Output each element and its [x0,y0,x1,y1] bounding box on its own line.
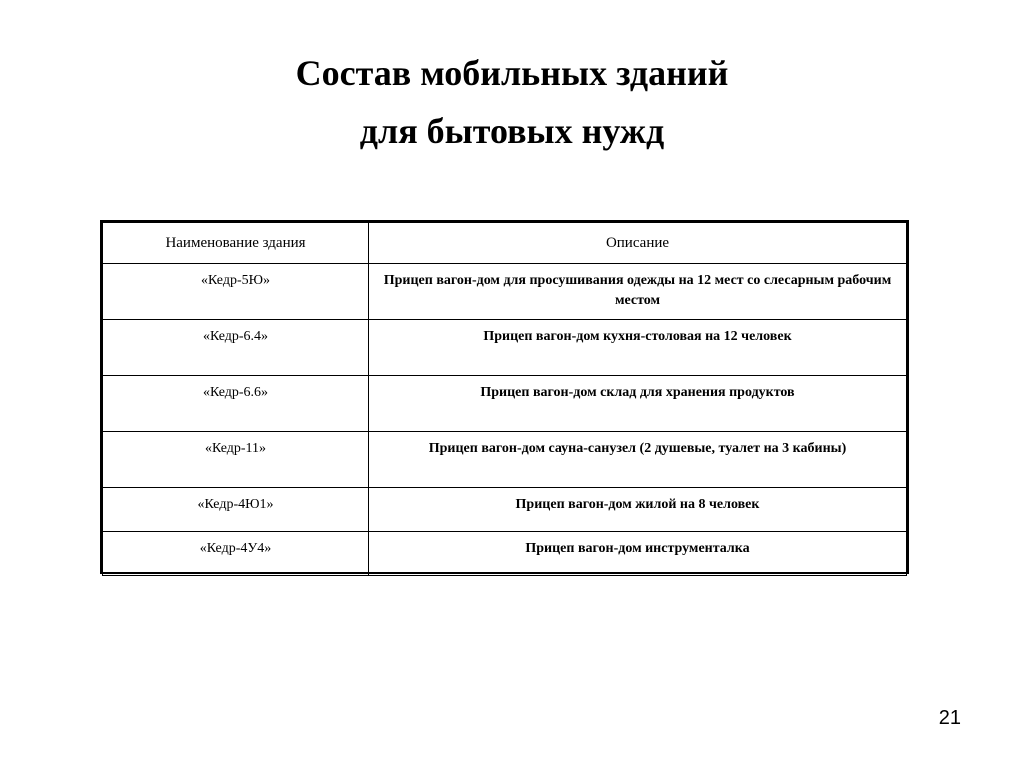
building-description-cell: Прицеп вагон-дом для просушивания одежды на 12 мест со слесарным рабочим местом [369,264,907,320]
slide-title [0,44,1024,160]
building-name-cell: «Кедр-6.6» [103,376,369,432]
building-name-cell: «Кедр-4У4» [103,532,369,576]
header-building-name: Наименование здания [103,223,369,264]
table-row [103,432,907,488]
building-description-cell: Прицеп вагон-дом склад для хранения продуктов [369,376,907,432]
buildings-table-container [100,220,909,574]
table-row [103,376,907,432]
table-row [103,264,907,320]
table-header-row [103,223,907,264]
building-name-cell: «Кедр-11» [103,432,369,488]
building-description-cell: Прицеп вагон-дом жилой на 8 человек [369,488,907,532]
table-row [103,488,907,532]
building-name-cell: «Кедр-4Ю1» [103,488,369,532]
buildings-table [102,222,907,576]
building-name-cell: «Кедр-6.4» [103,320,369,376]
building-description-cell: Прицеп вагон-дом сауна-санузел (2 душевые, туалет на 3 кабины) [369,432,907,488]
slide-title-line-2: для бытовых нужд [359,111,665,151]
building-description-cell: Прицеп вагон-дом инструменталка [369,532,907,576]
slide-title-line-1: Состав мобильных зданий [295,53,729,93]
header-description: Описание [369,223,907,264]
page-number: 21 [938,707,961,729]
building-name-cell: «Кедр-5Ю» [103,264,369,320]
building-description-cell: Прицеп вагон-дом кухня-столовая на 12 человек [369,320,907,376]
table-row [103,320,907,376]
table-row [103,532,907,576]
